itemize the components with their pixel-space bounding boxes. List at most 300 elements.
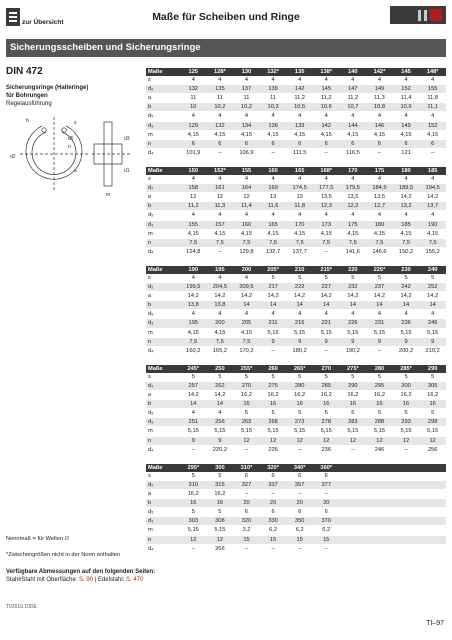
table-cell: –: [366, 148, 393, 157]
table-cell: 330: [260, 517, 287, 526]
table-cell: 211: [260, 319, 287, 328]
table-row: [146, 247, 446, 256]
table-cell: –: [313, 247, 340, 256]
table-cell: 13,7: [419, 202, 446, 211]
table-cell: 295: [366, 382, 393, 391]
size-header: [366, 464, 393, 472]
table-cell: 165: [260, 220, 287, 229]
table-cell: 204,5: [207, 283, 234, 292]
table-cell: 4: [340, 76, 367, 85]
table-cell: 14: [180, 400, 207, 409]
table-cell: 300: [393, 382, 420, 391]
table-header-row: [146, 365, 446, 373]
table-cell: 5: [260, 373, 287, 382]
table-cell: 216: [286, 319, 313, 328]
table-cell: 6: [260, 139, 287, 148]
table-cell: –: [260, 490, 287, 499]
row-label: d₄: [146, 445, 180, 454]
table-cell: 231: [366, 319, 393, 328]
document-code: TI/2019.10DE: [6, 604, 37, 610]
table-cell: 16,2: [393, 391, 420, 400]
table-cell: 4: [340, 175, 367, 184]
table-cell: 5,15: [180, 427, 207, 436]
row-label: s: [146, 175, 180, 184]
table-cell: [366, 544, 393, 553]
row-label: d₅: [146, 112, 180, 121]
table-cell: 158: [180, 184, 207, 193]
table-cell: [366, 480, 393, 489]
table-row: [146, 202, 446, 211]
table-cell: 6: [366, 139, 393, 148]
table-cell: 6: [286, 472, 313, 481]
column-header-label: Maße: [146, 68, 180, 76]
table-cell: 275: [260, 382, 287, 391]
table-row: [146, 346, 446, 355]
table-cell: 12: [366, 436, 393, 445]
table-row: [146, 103, 446, 112]
table-cell: 283: [340, 418, 367, 427]
table-cell: 149: [366, 85, 393, 94]
table-row: [146, 490, 446, 499]
table-cell: 227: [313, 283, 340, 292]
table-cell: [419, 508, 446, 517]
dimension-table: [146, 68, 446, 158]
table-cell: 12: [207, 193, 234, 202]
table-row: [146, 480, 446, 489]
table-cell: 4,15: [313, 130, 340, 139]
table-cell: [340, 508, 367, 517]
table-cell: 4: [340, 310, 367, 319]
table-cell: 236: [393, 319, 420, 328]
row-label: s: [146, 373, 180, 382]
size-header: 210: [286, 266, 313, 274]
availability-links: [6, 576, 155, 584]
page-title: Maße für Scheiben und Ringe: [152, 11, 300, 23]
table-cell: 16: [340, 400, 367, 409]
table-cell: 315: [207, 480, 234, 489]
table-cell: 132: [207, 121, 234, 130]
table-cell: 14,2: [366, 292, 393, 301]
table-cell: 4,15: [286, 130, 313, 139]
table-cell: 7,5: [233, 337, 260, 346]
row-label: b: [146, 499, 180, 508]
table-cell: 101,9: [180, 148, 207, 157]
table-cell: 20: [286, 499, 313, 508]
figure-label: a: [74, 168, 77, 174]
table-cell: 5,15: [207, 526, 234, 535]
table-cell: 4: [366, 211, 393, 220]
stainless-page-link[interactable]: S. 470: [126, 577, 144, 584]
table-cell: 266: [207, 544, 234, 553]
table-row: [146, 319, 446, 328]
table-cell: 5: [180, 373, 207, 382]
table-cell: [340, 526, 367, 535]
table-cell: 12: [180, 193, 207, 202]
nominal-size-note: Nennmaß = für Wellen ∅: [6, 536, 70, 542]
table-cell: 16: [313, 400, 340, 409]
table-cell: 12: [233, 193, 260, 202]
table-cell: –: [207, 148, 234, 157]
table-cell: 246: [419, 319, 446, 328]
table-cell: 14,2: [207, 292, 234, 301]
table-cell: 310: [180, 480, 207, 489]
table-cell: 7,5: [393, 238, 420, 247]
size-header: 175: [366, 167, 393, 175]
table-cell: 195: [180, 319, 207, 328]
table-cell: 4,15: [366, 229, 393, 238]
table-cell: 16: [180, 499, 207, 508]
table-cell: 5,15: [313, 427, 340, 436]
table-cell: 4,15: [340, 229, 367, 238]
table-cell: 16,2: [340, 391, 367, 400]
column-header-label: Maße: [146, 464, 180, 472]
table-cell: 16,2: [233, 391, 260, 400]
top-bar: [6, 6, 446, 32]
table-cell: 16: [286, 400, 313, 409]
size-header: 128*: [207, 68, 234, 76]
table-cell: 251: [180, 418, 207, 427]
table-cell: 16: [207, 499, 234, 508]
table-cell: 169: [260, 184, 287, 193]
logo-mark-icon: [430, 9, 442, 21]
table-cell: 161: [207, 184, 234, 193]
table-header-row: [146, 167, 446, 175]
table-cell: 5,15: [286, 427, 313, 436]
table-cell: 4: [340, 211, 367, 220]
size-header: 300: [207, 464, 234, 472]
table-cell: 357: [286, 480, 313, 489]
table-cell: 236: [313, 445, 340, 454]
table-cell: 303: [180, 517, 207, 526]
size-header: 165: [286, 167, 313, 175]
row-label: b: [146, 301, 180, 310]
table-row: [146, 544, 446, 553]
table-cell: 7,5: [260, 238, 287, 247]
separator: |: [94, 577, 97, 584]
table-cell: 5: [180, 508, 207, 517]
table-cell: 5: [366, 409, 393, 418]
figure-label: b: [26, 118, 29, 124]
table-cell: [393, 472, 420, 481]
table-cell: 5: [207, 508, 234, 517]
table-cell: 5: [286, 274, 313, 283]
table-cell: 5: [366, 274, 393, 283]
size-header: 185: [419, 167, 446, 175]
table-row: [146, 373, 446, 382]
table-cell: 189,5: [393, 184, 420, 193]
table-cell: 200: [207, 319, 234, 328]
table-cell: [419, 499, 446, 508]
table-cell: 144: [340, 121, 367, 130]
table-cell: 4: [207, 211, 234, 220]
table-cell: [393, 499, 420, 508]
table-cell: 14: [286, 301, 313, 310]
table-cell: 132: [180, 85, 207, 94]
table-cell: 4: [180, 76, 207, 85]
table-cell: 4: [286, 76, 313, 85]
table-cell: 221: [313, 319, 340, 328]
table-cell: 11,8: [286, 202, 313, 211]
row-label: d₂: [146, 382, 180, 391]
table-cell: 9: [286, 337, 313, 346]
table-cell: 16: [393, 400, 420, 409]
table-row: [146, 445, 446, 454]
table-cell: 4: [366, 76, 393, 85]
table-row: [146, 121, 446, 130]
table-cell: 4: [180, 310, 207, 319]
table-cell: 106,9: [233, 148, 260, 157]
table-cell: 147: [340, 85, 367, 94]
table-cell: 4,15: [180, 130, 207, 139]
figure-label: s: [74, 120, 77, 126]
table-cell: 9: [260, 337, 287, 346]
table-cell: 146,6: [366, 247, 393, 256]
size-header: 205*: [260, 266, 287, 274]
table-cell: 12: [260, 436, 287, 445]
size-header: 270: [313, 365, 340, 373]
table-cell: 5: [313, 274, 340, 283]
table-cell: 4: [393, 211, 420, 220]
table-cell: 4: [419, 76, 446, 85]
row-label: m: [146, 427, 180, 436]
table-cell: 4,15: [233, 130, 260, 139]
table-row: [146, 130, 446, 139]
table-cell: 226: [340, 319, 367, 328]
table-cell: 6: [419, 139, 446, 148]
table-cell: 15: [233, 535, 260, 544]
table-cell: 11: [180, 94, 207, 103]
size-header: 225*: [366, 266, 393, 274]
table-cell: [393, 480, 420, 489]
table-cell: –: [180, 445, 207, 454]
table-header-row: [146, 464, 446, 472]
table-cell: 7,5: [366, 238, 393, 247]
table-cell: 16,2: [286, 391, 313, 400]
table-cell: 10,2: [207, 103, 234, 112]
table-cell: 3,2: [233, 526, 260, 535]
table-cell: 6,2: [286, 526, 313, 535]
table-cell: 13,8: [180, 301, 207, 310]
table-cell: 5,15: [393, 328, 420, 337]
table-cell: 14: [260, 301, 287, 310]
table-cell: 149: [393, 121, 420, 130]
row-label: s: [146, 76, 180, 85]
table-cell: [340, 490, 367, 499]
table-cell: 5,15: [340, 328, 367, 337]
table-cell: 5,15: [419, 328, 446, 337]
table-cell: 4,15: [207, 328, 234, 337]
table-cell: 14,2: [260, 292, 287, 301]
table-cell: 4: [313, 211, 340, 220]
table-cell: 4: [207, 409, 234, 418]
table-cell: 11,4: [393, 94, 420, 103]
table-cell: 14: [313, 301, 340, 310]
table-cell: 129: [180, 121, 207, 130]
bolt-icon: [424, 10, 427, 21]
size-header: 220: [340, 266, 367, 274]
table-cell: 7,5: [207, 337, 234, 346]
table-cell: 7,5: [233, 238, 260, 247]
table-cell: 7,5: [313, 238, 340, 247]
size-header: 295*: [180, 464, 207, 472]
table-cell: 9: [313, 337, 340, 346]
table-cell: 185: [393, 220, 420, 229]
figure-label: d2: [10, 154, 16, 160]
table-cell: 242: [393, 283, 420, 292]
table-cell: 4: [233, 112, 260, 121]
table-cell: –: [207, 247, 234, 256]
table-row: [146, 193, 446, 202]
table-cell: [366, 490, 393, 499]
table-cell: 13,2: [393, 202, 420, 211]
figure-label: m: [106, 192, 111, 198]
table-cell: 16,2: [260, 391, 287, 400]
steel-page-link[interactable]: S. 90: [79, 577, 94, 584]
table-row: [146, 427, 446, 436]
table-cell: 10,5: [286, 103, 313, 112]
table-cell: 135: [207, 85, 234, 94]
table-cell: 14,2: [419, 193, 446, 202]
size-header: 160: [260, 167, 287, 175]
size-header: 320*: [260, 464, 287, 472]
table-cell: 205: [233, 319, 260, 328]
table-row: [146, 508, 446, 517]
size-header: 285*: [393, 365, 420, 373]
table-cell: 11: [260, 94, 287, 103]
table-cell: 12,2: [340, 202, 367, 211]
table-cell: [366, 517, 393, 526]
table-cell: 20: [313, 499, 340, 508]
table-cell: [366, 508, 393, 517]
table-cell: 152: [419, 121, 446, 130]
table-cell: 4: [313, 76, 340, 85]
row-label: d₂: [146, 85, 180, 94]
table-cell: 174,5: [286, 184, 313, 193]
size-header: 180: [393, 167, 420, 175]
row-label: a: [146, 94, 180, 103]
table-row: [146, 328, 446, 337]
table-cell: [419, 535, 446, 544]
table-cell: 4: [313, 112, 340, 121]
table-cell: 4: [393, 310, 420, 319]
row-label: n: [146, 535, 180, 544]
table-cell: 11,3: [366, 94, 393, 103]
table-cell: 9: [419, 337, 446, 346]
table-cell: –: [260, 544, 287, 553]
table-cell: [393, 508, 420, 517]
table-row: [146, 472, 446, 481]
table-cell: 11,1: [419, 103, 446, 112]
size-header: 275*: [340, 365, 367, 373]
table-cell: 14,2: [180, 391, 207, 400]
table-cell: 12,7: [366, 202, 393, 211]
table-cell: 210,2: [419, 346, 446, 355]
back-label[interactable]: zur Übersicht: [22, 18, 64, 26]
table-row: [146, 184, 446, 193]
table-cell: 121: [393, 148, 420, 157]
brand-logo: [390, 6, 446, 24]
size-header: 168*: [313, 167, 340, 175]
table-cell: 4: [180, 409, 207, 418]
table-cell: 256: [419, 445, 446, 454]
table-cell: 257: [180, 382, 207, 391]
table-row: [146, 229, 446, 238]
row-label: m: [146, 526, 180, 535]
table-cell: 9: [180, 436, 207, 445]
table-cell: 5: [313, 409, 340, 418]
table-cell: 12: [180, 535, 207, 544]
table-cell: 4: [366, 310, 393, 319]
size-header: 255*: [233, 365, 260, 373]
table-cell: 13,5: [366, 193, 393, 202]
table-cell: 5,15: [260, 427, 287, 436]
table-cell: 152: [393, 85, 420, 94]
table-row: [146, 211, 446, 220]
table-row: [146, 301, 446, 310]
table-cell: 5: [233, 373, 260, 382]
figure-label: d1: [124, 168, 130, 174]
steel-label: Stahl/Stahl mit Oberfläche:: [6, 577, 78, 584]
table-cell: 4: [286, 211, 313, 220]
table-cell: [340, 535, 367, 544]
table-cell: 137: [233, 85, 260, 94]
table-cell: 5,15: [313, 328, 340, 337]
table-cell: 141,6: [340, 247, 367, 256]
table-cell: 14,2: [393, 193, 420, 202]
table-cell: 232: [340, 283, 367, 292]
size-header: 190: [180, 266, 207, 274]
table-cell: 4: [233, 175, 260, 184]
table-cell: 4: [366, 112, 393, 121]
row-label: n: [146, 139, 180, 148]
table-row: [146, 409, 446, 418]
table-cell: 305: [419, 382, 446, 391]
table-cell: [340, 472, 367, 481]
table-cell: 6: [260, 472, 287, 481]
table-cell: 11,4: [233, 202, 260, 211]
table-cell: 4: [393, 175, 420, 184]
table-cell: 13,5: [313, 193, 340, 202]
table-cell: –: [393, 445, 420, 454]
size-header: 195: [207, 266, 234, 274]
table-cell: [340, 480, 367, 489]
table-cell: 222: [286, 283, 313, 292]
table-cell: 6: [233, 139, 260, 148]
table-cell: 16,2: [207, 490, 234, 499]
table-cell: 5,15: [233, 427, 260, 436]
table-cell: 16: [366, 400, 393, 409]
size-header: 142*: [366, 68, 393, 76]
row-label: d₃: [146, 319, 180, 328]
table-cell: 5: [233, 409, 260, 418]
table-cell: 10,6: [313, 103, 340, 112]
table-cell: –: [260, 148, 287, 157]
table-cell: 4: [207, 274, 234, 283]
table-cell: 16,2: [366, 391, 393, 400]
table-cell: 4: [233, 211, 260, 220]
table-cell: 14: [393, 301, 420, 310]
table-cell: 124,8: [180, 247, 207, 256]
table-cell: 14: [419, 301, 446, 310]
table-cell: –: [233, 544, 260, 553]
table-cell: 12: [286, 436, 313, 445]
size-header: 148*: [419, 68, 446, 76]
table-cell: 16,2: [180, 490, 207, 499]
table-cell: 6: [313, 139, 340, 148]
table-header-row: [146, 266, 446, 274]
section-title: Sicherungsscheiben und Sicherungsringe: [6, 39, 446, 57]
column-header-label: Maße: [146, 167, 180, 175]
